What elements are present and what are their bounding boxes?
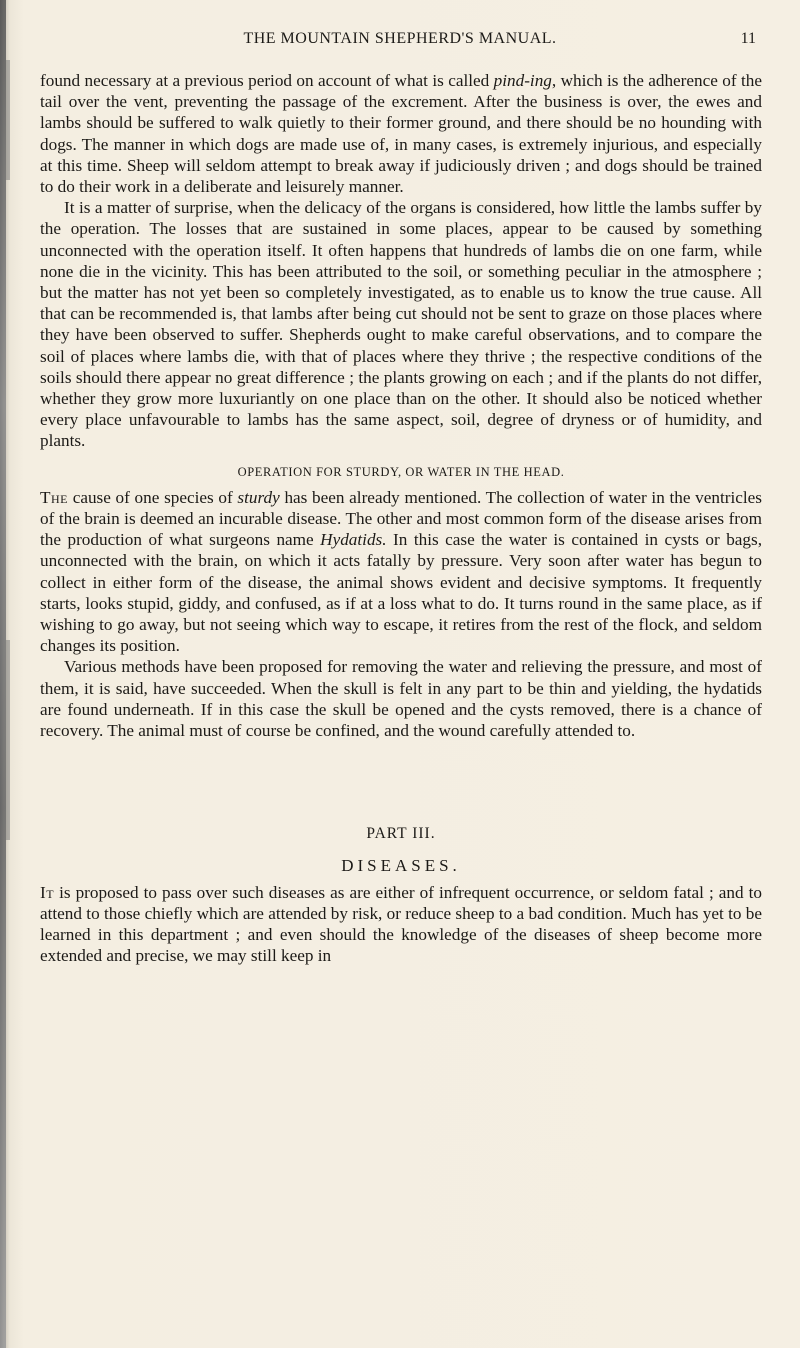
part-title: PART III. xyxy=(366,825,436,843)
lead-word: It xyxy=(40,882,55,902)
part-text xyxy=(40,882,762,967)
paragraph xyxy=(40,487,762,657)
paragraph xyxy=(40,70,762,197)
binding-shadow xyxy=(6,60,10,180)
running-head xyxy=(40,30,760,54)
paragraph xyxy=(40,656,762,741)
text-run: Various methods have been proposed for removing the water and relieving the pressure, and most of them, it is said, have succeeded. When the skull is felt in any part to be thin and yielding, the hydatids are found underneath. If in this case the skull be opened and the cysts removed, there is a chance of recovery. The animal must of course be confined, and the wound carefully attended to. xyxy=(40,657,762,741)
italic-term: pind-ing xyxy=(493,71,552,90)
text-run: , which is the adherence of the tail over the vent, preventing the passage of the excrement. After the business is over, the ewes and lambs should be suffered to walk quietly to their former ground, and there should be no hounding with dogs. The manner in which dogs are made use of, in many cases, is extremely injurious, and especially at this time. Sheep will seldom attempt to break away if judiciously driven ; and dogs should be trained to do their work in a deliberate and leisurely manner. xyxy=(40,71,762,197)
italic-term: sturdy xyxy=(237,487,280,507)
section-heading: OPERATION FOR STURDY, OR WATER IN THE HEAD. xyxy=(237,464,565,479)
paragraph xyxy=(40,882,762,967)
text-run: cause of one species of xyxy=(68,487,238,507)
part-subtitle: DISEASES. xyxy=(341,855,461,875)
running-title: THE MOUNTAIN SHEPHERD'S MANUAL. xyxy=(243,30,557,47)
intro-text xyxy=(40,70,762,452)
text-run: found necessary at a previous period on account of what is called xyxy=(40,71,494,90)
text-run: has been already mentioned. The collection of water in the ventricles of the brain is deemed an incurable disease. The other and most common form of the disease arises from the production of what surgeons name xyxy=(40,487,762,550)
page-number: 11 xyxy=(740,30,756,47)
text-run: It is a matter of surprise, when the delicacy of the organs is considered, how little the lambs suffer by the operation. The losses that are sustained in some places, appear to be caused by something unconnected with the operation itself. It often happens that hundreds of lambs die on one farm, while none die in the vicinity. This has been attributed to the soil, or something peculiar in the atmosphere ; but the matter has not yet been so completely investigated, as to enable us to know the true cause. All that can be recommended is, that lambs after being cut should not be sent to graze on those places where they have been observed to suffer. Shepherds ought to make careful observations, and to compare the soil of places where lambs die, with that of places where they thrive ; the respective conditions of the soils should there appear no great difference ; the plants growing on each ; and if the plants do not differ, whether they grow more luxuriantly on one place than on the other. It should also be noticed whether every place unfavourable to lambs has the same aspect, soil, degree of dryness or of humidity, and plants. xyxy=(40,198,762,451)
lead-word: The xyxy=(40,487,68,507)
page-body xyxy=(40,70,762,967)
italic-term: Hydatids. xyxy=(320,530,387,550)
text-run: is proposed to pass over such diseases as are either of infrequent occurrence, or seldom fatal ; and to attend to those chiefly which are attended by risk, or reduce sheep to a bad condition. Much has yet to be learned in this department ; and even should the knowledge of the diseases of sheep become more extended and precise, we may still keep in xyxy=(40,882,762,966)
section-text xyxy=(40,487,762,741)
binding-shadow xyxy=(6,640,10,840)
paragraph xyxy=(40,197,762,451)
text-run: In this case the water is contained in cysts or bags, unconnected with the brain, on which it acts fatally by pressure. Very soon after water has begun to collect in either form of the disease, the animal shows evident and decisive symptoms. It frequently starts, looks stupid, giddy, and confused, as if at a loss what to do. It turns round in the same place, as if wishing to go away, but not seeing which way to escape, it retires from the rest of the flock, and seldom changes its position. xyxy=(40,530,762,656)
